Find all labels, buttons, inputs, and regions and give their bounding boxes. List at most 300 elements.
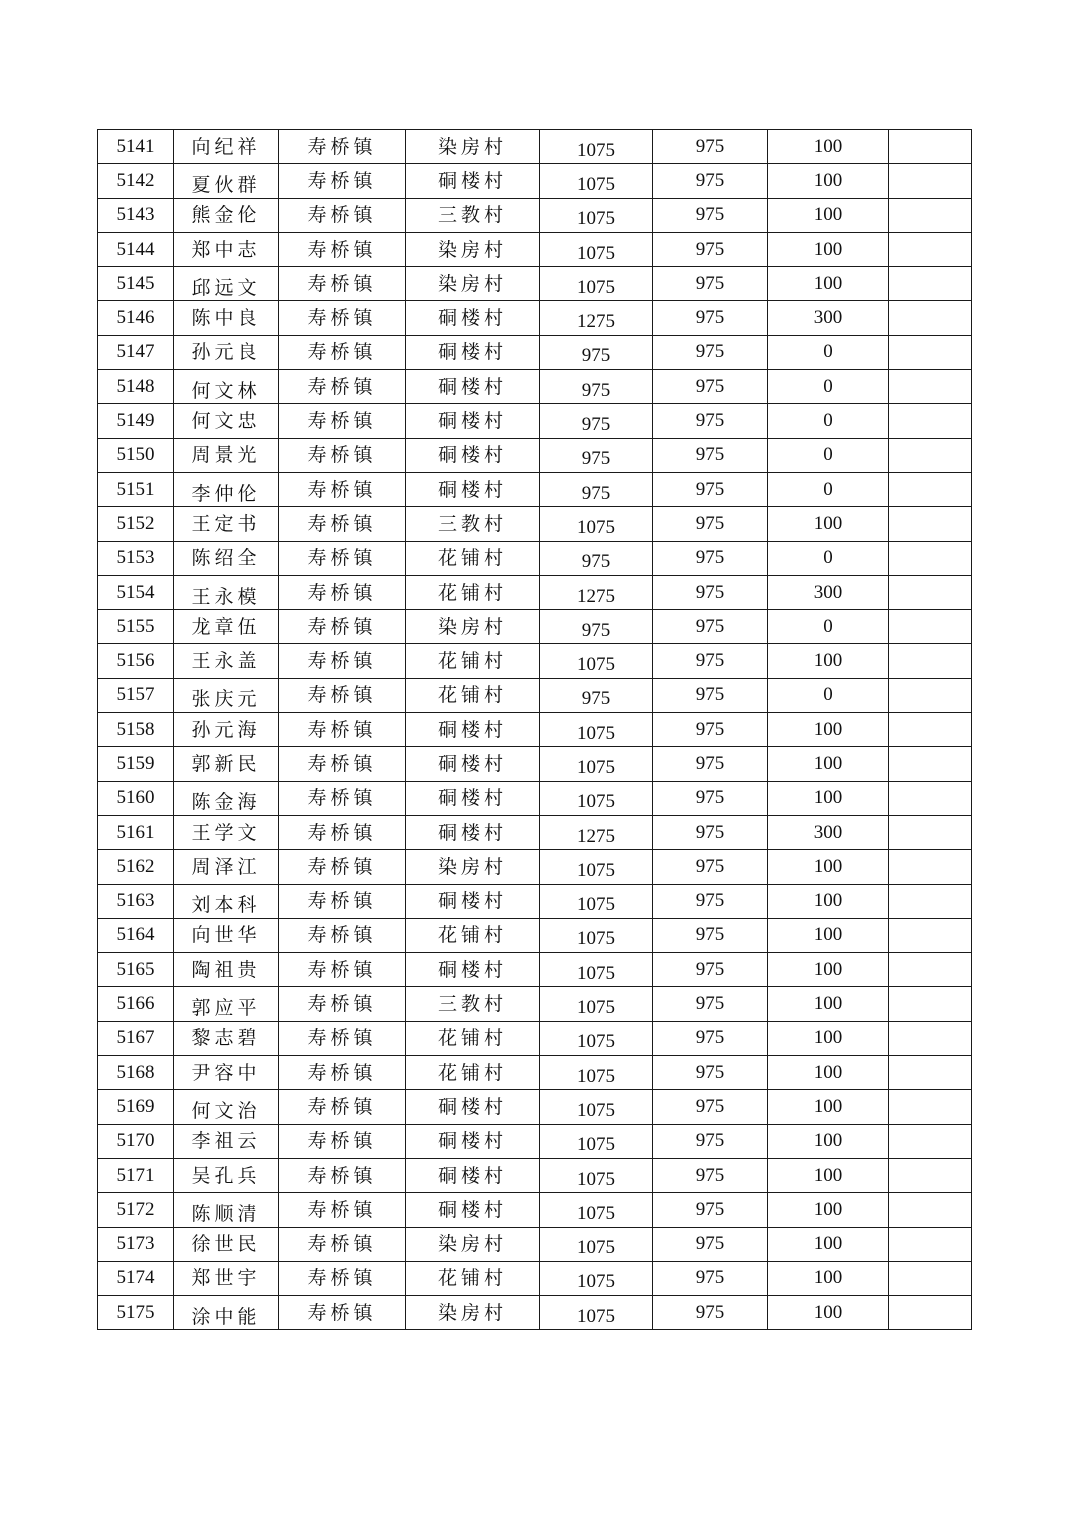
- difference-cell-text: 100: [813, 204, 843, 226]
- village-cell-text: 花铺村: [437, 650, 507, 673]
- base-amount-cell-text: 975: [695, 341, 725, 363]
- record-id-cell-text: 5165: [116, 958, 155, 980]
- village-cell: [406, 130, 540, 164]
- table-row: [98, 644, 972, 678]
- difference-cell: [768, 644, 889, 678]
- person-name-cell-text: 陈中良: [191, 307, 261, 330]
- amount-cell: [540, 370, 653, 404]
- town-cell-text: 寿桥镇: [307, 135, 377, 158]
- town-cell: [279, 1021, 406, 1055]
- difference-cell-text: 100: [813, 1164, 843, 1186]
- difference-cell-text: 100: [813, 135, 843, 157]
- amount-cell: [540, 507, 653, 541]
- village-cell: [406, 713, 540, 747]
- table-row: [98, 301, 972, 335]
- village-cell: [406, 1056, 540, 1090]
- village-cell: [406, 404, 540, 438]
- table-row: [98, 164, 972, 198]
- difference-cell-text: 100: [813, 855, 843, 877]
- village-cell: [406, 815, 540, 849]
- amount-cell-text: 1275: [577, 825, 615, 847]
- town-cell-text: 寿桥镇: [307, 718, 377, 741]
- base-amount-cell-text: 975: [695, 993, 725, 1015]
- difference-cell-text: 0: [823, 410, 833, 432]
- difference-cell: [768, 1090, 889, 1124]
- table-row: [98, 747, 972, 781]
- base-amount-cell-text: 975: [695, 307, 725, 329]
- town-cell-text: 寿桥镇: [307, 1061, 377, 1084]
- town-cell-text: 寿桥镇: [307, 341, 377, 364]
- village-cell-text: 染房村: [437, 1233, 507, 1256]
- base-amount-cell: [653, 815, 768, 849]
- base-amount-cell-text: 975: [695, 615, 725, 637]
- base-amount-cell-text: 975: [695, 1027, 725, 1049]
- record-id-cell: [98, 1193, 174, 1227]
- amount-cell-text: 975: [581, 551, 611, 573]
- record-id-cell: [98, 953, 174, 987]
- note-cell: [889, 678, 972, 712]
- person-name-cell-text: 何文治: [191, 1099, 261, 1122]
- town-cell-text: 寿桥镇: [307, 547, 377, 570]
- difference-cell: [768, 335, 889, 369]
- village-cell-text: 硐楼村: [437, 1164, 507, 1187]
- record-id-cell: [98, 541, 174, 575]
- town-cell-text: 寿桥镇: [307, 855, 377, 878]
- amount-cell: [540, 198, 653, 232]
- difference-cell: [768, 575, 889, 609]
- difference-cell-text: 100: [813, 1027, 843, 1049]
- village-cell: [406, 1193, 540, 1227]
- record-id-cell-text: 5150: [116, 444, 155, 466]
- record-id-cell: [98, 781, 174, 815]
- record-id-cell: [98, 610, 174, 644]
- town-cell-text: 寿桥镇: [307, 958, 377, 981]
- note-cell: [889, 472, 972, 506]
- note-cell: [889, 1090, 972, 1124]
- note-cell: [889, 610, 972, 644]
- record-id-cell: [98, 507, 174, 541]
- person-name-cell-text: 向世华: [191, 924, 261, 947]
- amount-cell-text: 1075: [577, 1237, 615, 1259]
- village-cell-text: 硐楼村: [437, 1198, 507, 1221]
- record-id-cell-text: 5172: [116, 1198, 155, 1220]
- person-name-cell-text: 周泽江: [191, 855, 261, 878]
- base-amount-cell: [653, 1193, 768, 1227]
- town-cell: [279, 1158, 406, 1192]
- record-id-cell-text: 5142: [116, 169, 155, 191]
- village-cell: [406, 1261, 540, 1295]
- village-cell: [406, 1021, 540, 1055]
- town-cell: [279, 713, 406, 747]
- difference-cell-text: 100: [813, 752, 843, 774]
- base-amount-cell: [653, 507, 768, 541]
- base-amount-cell: [653, 1296, 768, 1330]
- base-amount-cell-text: 975: [695, 958, 725, 980]
- amount-cell-text: 1075: [577, 208, 615, 230]
- table-row: [98, 713, 972, 747]
- amount-cell: [540, 781, 653, 815]
- village-cell: [406, 438, 540, 472]
- table-row: [98, 987, 972, 1021]
- note-cell: [889, 370, 972, 404]
- town-cell-text: 寿桥镇: [307, 650, 377, 673]
- record-id-cell-text: 5144: [116, 238, 155, 260]
- difference-cell-text: 100: [813, 1198, 843, 1220]
- amount-cell-text: 1075: [577, 1305, 615, 1327]
- note-cell: [889, 1296, 972, 1330]
- village-cell-text: 花铺村: [437, 924, 507, 947]
- village-cell-text: 三教村: [437, 993, 507, 1016]
- base-amount-cell: [653, 713, 768, 747]
- person-name-cell: [174, 1261, 279, 1295]
- person-name-cell: [174, 472, 279, 506]
- record-id-cell: [98, 1261, 174, 1295]
- village-cell: [406, 953, 540, 987]
- town-cell-text: 寿桥镇: [307, 993, 377, 1016]
- amount-cell-text: 1075: [577, 139, 615, 161]
- person-name-cell-text: 陈绍全: [191, 547, 261, 570]
- record-id-cell: [98, 438, 174, 472]
- village-cell-text: 硐楼村: [437, 169, 507, 192]
- table-row: [98, 370, 972, 404]
- record-id-cell: [98, 370, 174, 404]
- village-cell-text: 染房村: [437, 615, 507, 638]
- town-cell: [279, 575, 406, 609]
- village-cell: [406, 1158, 540, 1192]
- person-name-cell-text: 涂中能: [191, 1305, 261, 1328]
- amount-cell: [540, 404, 653, 438]
- amount-cell-text: 1075: [577, 1134, 615, 1156]
- record-id-cell-text: 5168: [116, 1061, 155, 1083]
- person-name-cell: [174, 198, 279, 232]
- village-cell: [406, 1296, 540, 1330]
- difference-cell-text: 300: [813, 581, 843, 603]
- amount-cell: [540, 267, 653, 301]
- amount-cell-text: 1075: [577, 1202, 615, 1224]
- town-cell: [279, 1090, 406, 1124]
- village-cell-text: 花铺村: [437, 1027, 507, 1050]
- difference-cell: [768, 404, 889, 438]
- record-id-cell: [98, 678, 174, 712]
- record-id-cell-text: 5149: [116, 410, 155, 432]
- difference-cell-text: 100: [813, 787, 843, 809]
- record-id-cell: [98, 1227, 174, 1261]
- town-cell: [279, 610, 406, 644]
- village-cell: [406, 472, 540, 506]
- note-cell: [889, 1021, 972, 1055]
- town-cell-text: 寿桥镇: [307, 478, 377, 501]
- record-id-cell: [98, 232, 174, 266]
- base-amount-cell-text: 975: [695, 547, 725, 569]
- amount-cell-text: 1075: [577, 173, 615, 195]
- base-amount-cell-text: 975: [695, 375, 725, 397]
- person-name-cell: [174, 1158, 279, 1192]
- town-cell: [279, 335, 406, 369]
- table-row: [98, 610, 972, 644]
- difference-cell: [768, 884, 889, 918]
- person-name-cell-text: 夏伙群: [191, 173, 261, 196]
- town-cell-text: 寿桥镇: [307, 272, 377, 295]
- village-cell-text: 硐楼村: [437, 1095, 507, 1118]
- record-id-cell-text: 5175: [116, 1301, 155, 1323]
- amount-cell: [540, 953, 653, 987]
- note-cell: [889, 130, 972, 164]
- base-amount-cell-text: 975: [695, 718, 725, 740]
- person-name-cell-text: 陈顺清: [191, 1202, 261, 1225]
- difference-cell: [768, 130, 889, 164]
- base-amount-cell: [653, 301, 768, 335]
- town-cell: [279, 1227, 406, 1261]
- base-amount-cell: [653, 575, 768, 609]
- amount-cell: [540, 850, 653, 884]
- village-cell: [406, 918, 540, 952]
- town-cell-text: 寿桥镇: [307, 1267, 377, 1290]
- village-cell: [406, 1227, 540, 1261]
- town-cell-text: 寿桥镇: [307, 890, 377, 913]
- person-name-cell-text: 何文林: [191, 379, 261, 402]
- base-amount-cell-text: 975: [695, 1164, 725, 1186]
- table-row: [98, 575, 972, 609]
- difference-cell-text: 0: [823, 615, 833, 637]
- base-amount-cell: [653, 438, 768, 472]
- person-name-cell-text: 郑世宇: [191, 1267, 261, 1290]
- amount-cell-text: 975: [581, 345, 611, 367]
- difference-cell: [768, 1296, 889, 1330]
- amount-cell-text: 1275: [577, 585, 615, 607]
- amount-cell: [540, 1158, 653, 1192]
- difference-cell: [768, 267, 889, 301]
- village-cell-text: 硐楼村: [437, 444, 507, 467]
- amount-cell: [540, 1090, 653, 1124]
- record-id-cell-text: 5167: [116, 1027, 155, 1049]
- table-row: [98, 781, 972, 815]
- base-amount-cell: [653, 1261, 768, 1295]
- difference-cell: [768, 781, 889, 815]
- person-name-cell: [174, 267, 279, 301]
- base-amount-cell-text: 975: [695, 1130, 725, 1152]
- village-cell: [406, 335, 540, 369]
- town-cell: [279, 815, 406, 849]
- village-cell: [406, 1124, 540, 1158]
- base-amount-cell-text: 975: [695, 1267, 725, 1289]
- base-amount-cell-text: 975: [695, 924, 725, 946]
- person-name-cell-text: 孙元海: [191, 718, 261, 741]
- amount-cell: [540, 164, 653, 198]
- base-amount-cell-text: 975: [695, 410, 725, 432]
- record-id-cell-text: 5164: [116, 924, 155, 946]
- record-id-cell: [98, 267, 174, 301]
- amount-cell-text: 1075: [577, 654, 615, 676]
- note-cell: [889, 541, 972, 575]
- person-name-cell-text: 李祖云: [191, 1130, 261, 1153]
- town-cell: [279, 953, 406, 987]
- town-cell: [279, 507, 406, 541]
- note-cell: [889, 781, 972, 815]
- table-row: [98, 1056, 972, 1090]
- person-name-cell: [174, 164, 279, 198]
- amount-cell: [540, 301, 653, 335]
- person-name-cell-text: 何文忠: [191, 410, 261, 433]
- town-cell-text: 寿桥镇: [307, 238, 377, 261]
- note-cell: [889, 953, 972, 987]
- town-cell-text: 寿桥镇: [307, 375, 377, 398]
- village-cell: [406, 1090, 540, 1124]
- difference-cell-text: 0: [823, 684, 833, 706]
- amount-cell: [540, 610, 653, 644]
- record-id-cell: [98, 884, 174, 918]
- table-row: [98, 232, 972, 266]
- village-cell: [406, 507, 540, 541]
- base-amount-cell: [653, 918, 768, 952]
- difference-cell: [768, 370, 889, 404]
- town-cell-text: 寿桥镇: [307, 1164, 377, 1187]
- person-name-cell-text: 黎志碧: [191, 1027, 261, 1050]
- note-cell: [889, 747, 972, 781]
- town-cell-text: 寿桥镇: [307, 1130, 377, 1153]
- base-amount-cell: [653, 404, 768, 438]
- difference-cell-text: 100: [813, 993, 843, 1015]
- difference-cell: [768, 472, 889, 506]
- record-id-cell: [98, 1090, 174, 1124]
- town-cell-text: 寿桥镇: [307, 615, 377, 638]
- base-amount-cell: [653, 1124, 768, 1158]
- amount-cell: [540, 130, 653, 164]
- town-cell: [279, 884, 406, 918]
- amount-cell-text: 1075: [577, 242, 615, 264]
- amount-cell-text: 1075: [577, 276, 615, 298]
- difference-cell-text: 100: [813, 272, 843, 294]
- person-name-cell-text: 王永模: [191, 585, 261, 608]
- person-name-cell: [174, 335, 279, 369]
- person-name-cell: [174, 507, 279, 541]
- difference-cell-text: 100: [813, 924, 843, 946]
- base-amount-cell-text: 975: [695, 135, 725, 157]
- difference-cell: [768, 507, 889, 541]
- person-name-cell-text: 陈金海: [191, 791, 261, 814]
- record-id-cell: [98, 1296, 174, 1330]
- note-cell: [889, 918, 972, 952]
- village-cell-text: 硐楼村: [437, 375, 507, 398]
- town-cell-text: 寿桥镇: [307, 1095, 377, 1118]
- amount-cell: [540, 1261, 653, 1295]
- amount-cell: [540, 1193, 653, 1227]
- amount-cell: [540, 335, 653, 369]
- town-cell: [279, 1056, 406, 1090]
- village-cell: [406, 747, 540, 781]
- person-name-cell: [174, 918, 279, 952]
- table-row: [98, 267, 972, 301]
- base-amount-cell-text: 975: [695, 204, 725, 226]
- town-cell: [279, 987, 406, 1021]
- record-id-cell-text: 5153: [116, 547, 155, 569]
- record-id-cell-text: 5156: [116, 650, 155, 672]
- town-cell-text: 寿桥镇: [307, 1198, 377, 1221]
- person-name-cell: [174, 1021, 279, 1055]
- person-name-cell: [174, 610, 279, 644]
- record-id-cell-text: 5159: [116, 752, 155, 774]
- difference-cell-text: 0: [823, 478, 833, 500]
- base-amount-cell: [653, 335, 768, 369]
- difference-cell-text: 100: [813, 238, 843, 260]
- record-id-cell-text: 5141: [116, 135, 155, 157]
- village-cell-text: 硐楼村: [437, 341, 507, 364]
- amount-cell: [540, 1056, 653, 1090]
- record-id-cell: [98, 130, 174, 164]
- table-row: [98, 130, 972, 164]
- town-cell: [279, 1296, 406, 1330]
- record-id-cell: [98, 164, 174, 198]
- amount-cell-text: 975: [581, 688, 611, 710]
- person-name-cell-text: 熊金伦: [191, 204, 261, 227]
- person-name-cell: [174, 1124, 279, 1158]
- person-name-cell-text: 邱远文: [191, 276, 261, 299]
- town-cell-text: 寿桥镇: [307, 1233, 377, 1256]
- amount-cell-text: 1075: [577, 791, 615, 813]
- village-cell-text: 硐楼村: [437, 958, 507, 981]
- table-row: [98, 884, 972, 918]
- person-name-cell: [174, 575, 279, 609]
- village-cell: [406, 370, 540, 404]
- amount-cell-text: 975: [581, 414, 611, 436]
- town-cell-text: 寿桥镇: [307, 787, 377, 810]
- record-id-cell: [98, 575, 174, 609]
- village-cell: [406, 267, 540, 301]
- record-id-cell-text: 5146: [116, 307, 155, 329]
- record-id-cell-text: 5163: [116, 890, 155, 912]
- base-amount-cell: [653, 953, 768, 987]
- note-cell: [889, 713, 972, 747]
- note-cell: [889, 987, 972, 1021]
- person-name-cell: [174, 1056, 279, 1090]
- person-name-cell: [174, 438, 279, 472]
- town-cell-text: 寿桥镇: [307, 924, 377, 947]
- difference-cell: [768, 301, 889, 335]
- difference-cell: [768, 1227, 889, 1261]
- difference-cell: [768, 232, 889, 266]
- amount-cell-text: 1075: [577, 1031, 615, 1053]
- record-id-cell-text: 5145: [116, 272, 155, 294]
- base-amount-cell: [653, 644, 768, 678]
- town-cell: [279, 644, 406, 678]
- town-cell-text: 寿桥镇: [307, 307, 377, 330]
- roster-table: [97, 129, 972, 1330]
- village-cell-text: 染房村: [437, 1301, 507, 1324]
- person-name-cell: [174, 370, 279, 404]
- base-amount-cell: [653, 850, 768, 884]
- note-cell: [889, 164, 972, 198]
- base-amount-cell: [653, 130, 768, 164]
- record-id-cell-text: 5173: [116, 1233, 155, 1255]
- base-amount-cell-text: 975: [695, 512, 725, 534]
- roster-table-container: [97, 129, 971, 1330]
- note-cell: [889, 815, 972, 849]
- table-row: [98, 1227, 972, 1261]
- town-cell: [279, 1193, 406, 1227]
- village-cell-text: 染房村: [437, 272, 507, 295]
- amount-cell: [540, 713, 653, 747]
- note-cell: [889, 1261, 972, 1295]
- base-amount-cell-text: 975: [695, 855, 725, 877]
- town-cell: [279, 438, 406, 472]
- difference-cell-text: 100: [813, 958, 843, 980]
- difference-cell-text: 100: [813, 650, 843, 672]
- record-id-cell: [98, 472, 174, 506]
- difference-cell: [768, 918, 889, 952]
- base-amount-cell: [653, 232, 768, 266]
- village-cell-text: 硐楼村: [437, 752, 507, 775]
- village-cell: [406, 884, 540, 918]
- record-id-cell: [98, 815, 174, 849]
